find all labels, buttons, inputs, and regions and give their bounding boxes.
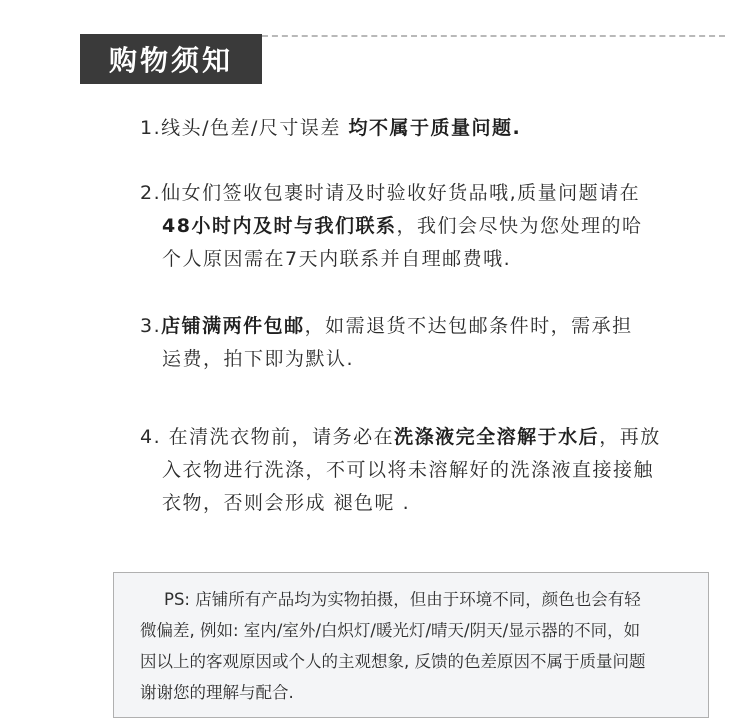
notice-3-bold: 店铺满两件包邮 [161, 315, 305, 337]
ps-line-1: PS: 店铺所有产品均为实物拍摄，但由于环境不同，颜色也会有轻 [164, 590, 641, 609]
notice-2-line-3: 个人原因需在7天内联系并自理邮费哦. [162, 248, 512, 270]
notice-2-line-2 [140, 210, 700, 243]
notice-3-rest: ，如需退货不达包邮条件时，需承担 [304, 315, 633, 337]
ps-line-4: 谢谢您的理解与配合. [140, 683, 294, 702]
notice-1-text: 1.线头/色差/尺寸误差 [140, 117, 349, 139]
ps-note-box [113, 572, 709, 718]
notice-item-1 [140, 112, 700, 145]
ps-line-2: 微偏差, 例如: 室内/室外/白炽灯/暖光灯/晴天/阴天/显示器的不同，如 [140, 621, 641, 640]
notice-3-line-1 [140, 310, 700, 343]
notice-4-bold: 洗涤液完全溶解于水后 [394, 426, 600, 448]
notice-item-2 [140, 177, 700, 276]
notice-4-prefix: 4. 在清洗衣物前，请务必在 [140, 426, 395, 448]
section-title: 购物须知 [108, 44, 233, 77]
notice-3-prefix: 3. [140, 315, 162, 337]
notice-item-4 [140, 421, 700, 520]
ps-note-text [140, 584, 700, 708]
notice-2-bold: 48小时内及时与我们联系 [162, 215, 397, 237]
notice-4-line-1 [140, 421, 700, 454]
notice-1-bold: 均不属于质量问题. [348, 117, 522, 139]
notice-2-line-2-rest: ，我们会尽快为您处理的哈 [396, 215, 643, 237]
notice-4-rest: ，再放 [599, 426, 661, 448]
notice-item-3 [140, 310, 700, 376]
section-title-banner [80, 34, 262, 84]
notice-2-line-1: 2.仙女们签收包裹时请及时验收好货品哦,质量问题请在 [140, 182, 641, 204]
notice-4-line-3: 衣物，否则会形成 褪色呢 . [162, 492, 411, 514]
notice-3-line-2: 运费，拍下即为默认. [162, 348, 355, 370]
ps-line-3: 因以上的客观原因或个人的主观想象, 反馈的色差原因不属于质量问题 [140, 652, 646, 671]
notice-4-line-2: 入衣物进行洗涤，不可以将未溶解好的洗涤液直接接触 [162, 459, 655, 481]
notice-1-line [140, 112, 700, 145]
dashed-divider [262, 35, 725, 37]
